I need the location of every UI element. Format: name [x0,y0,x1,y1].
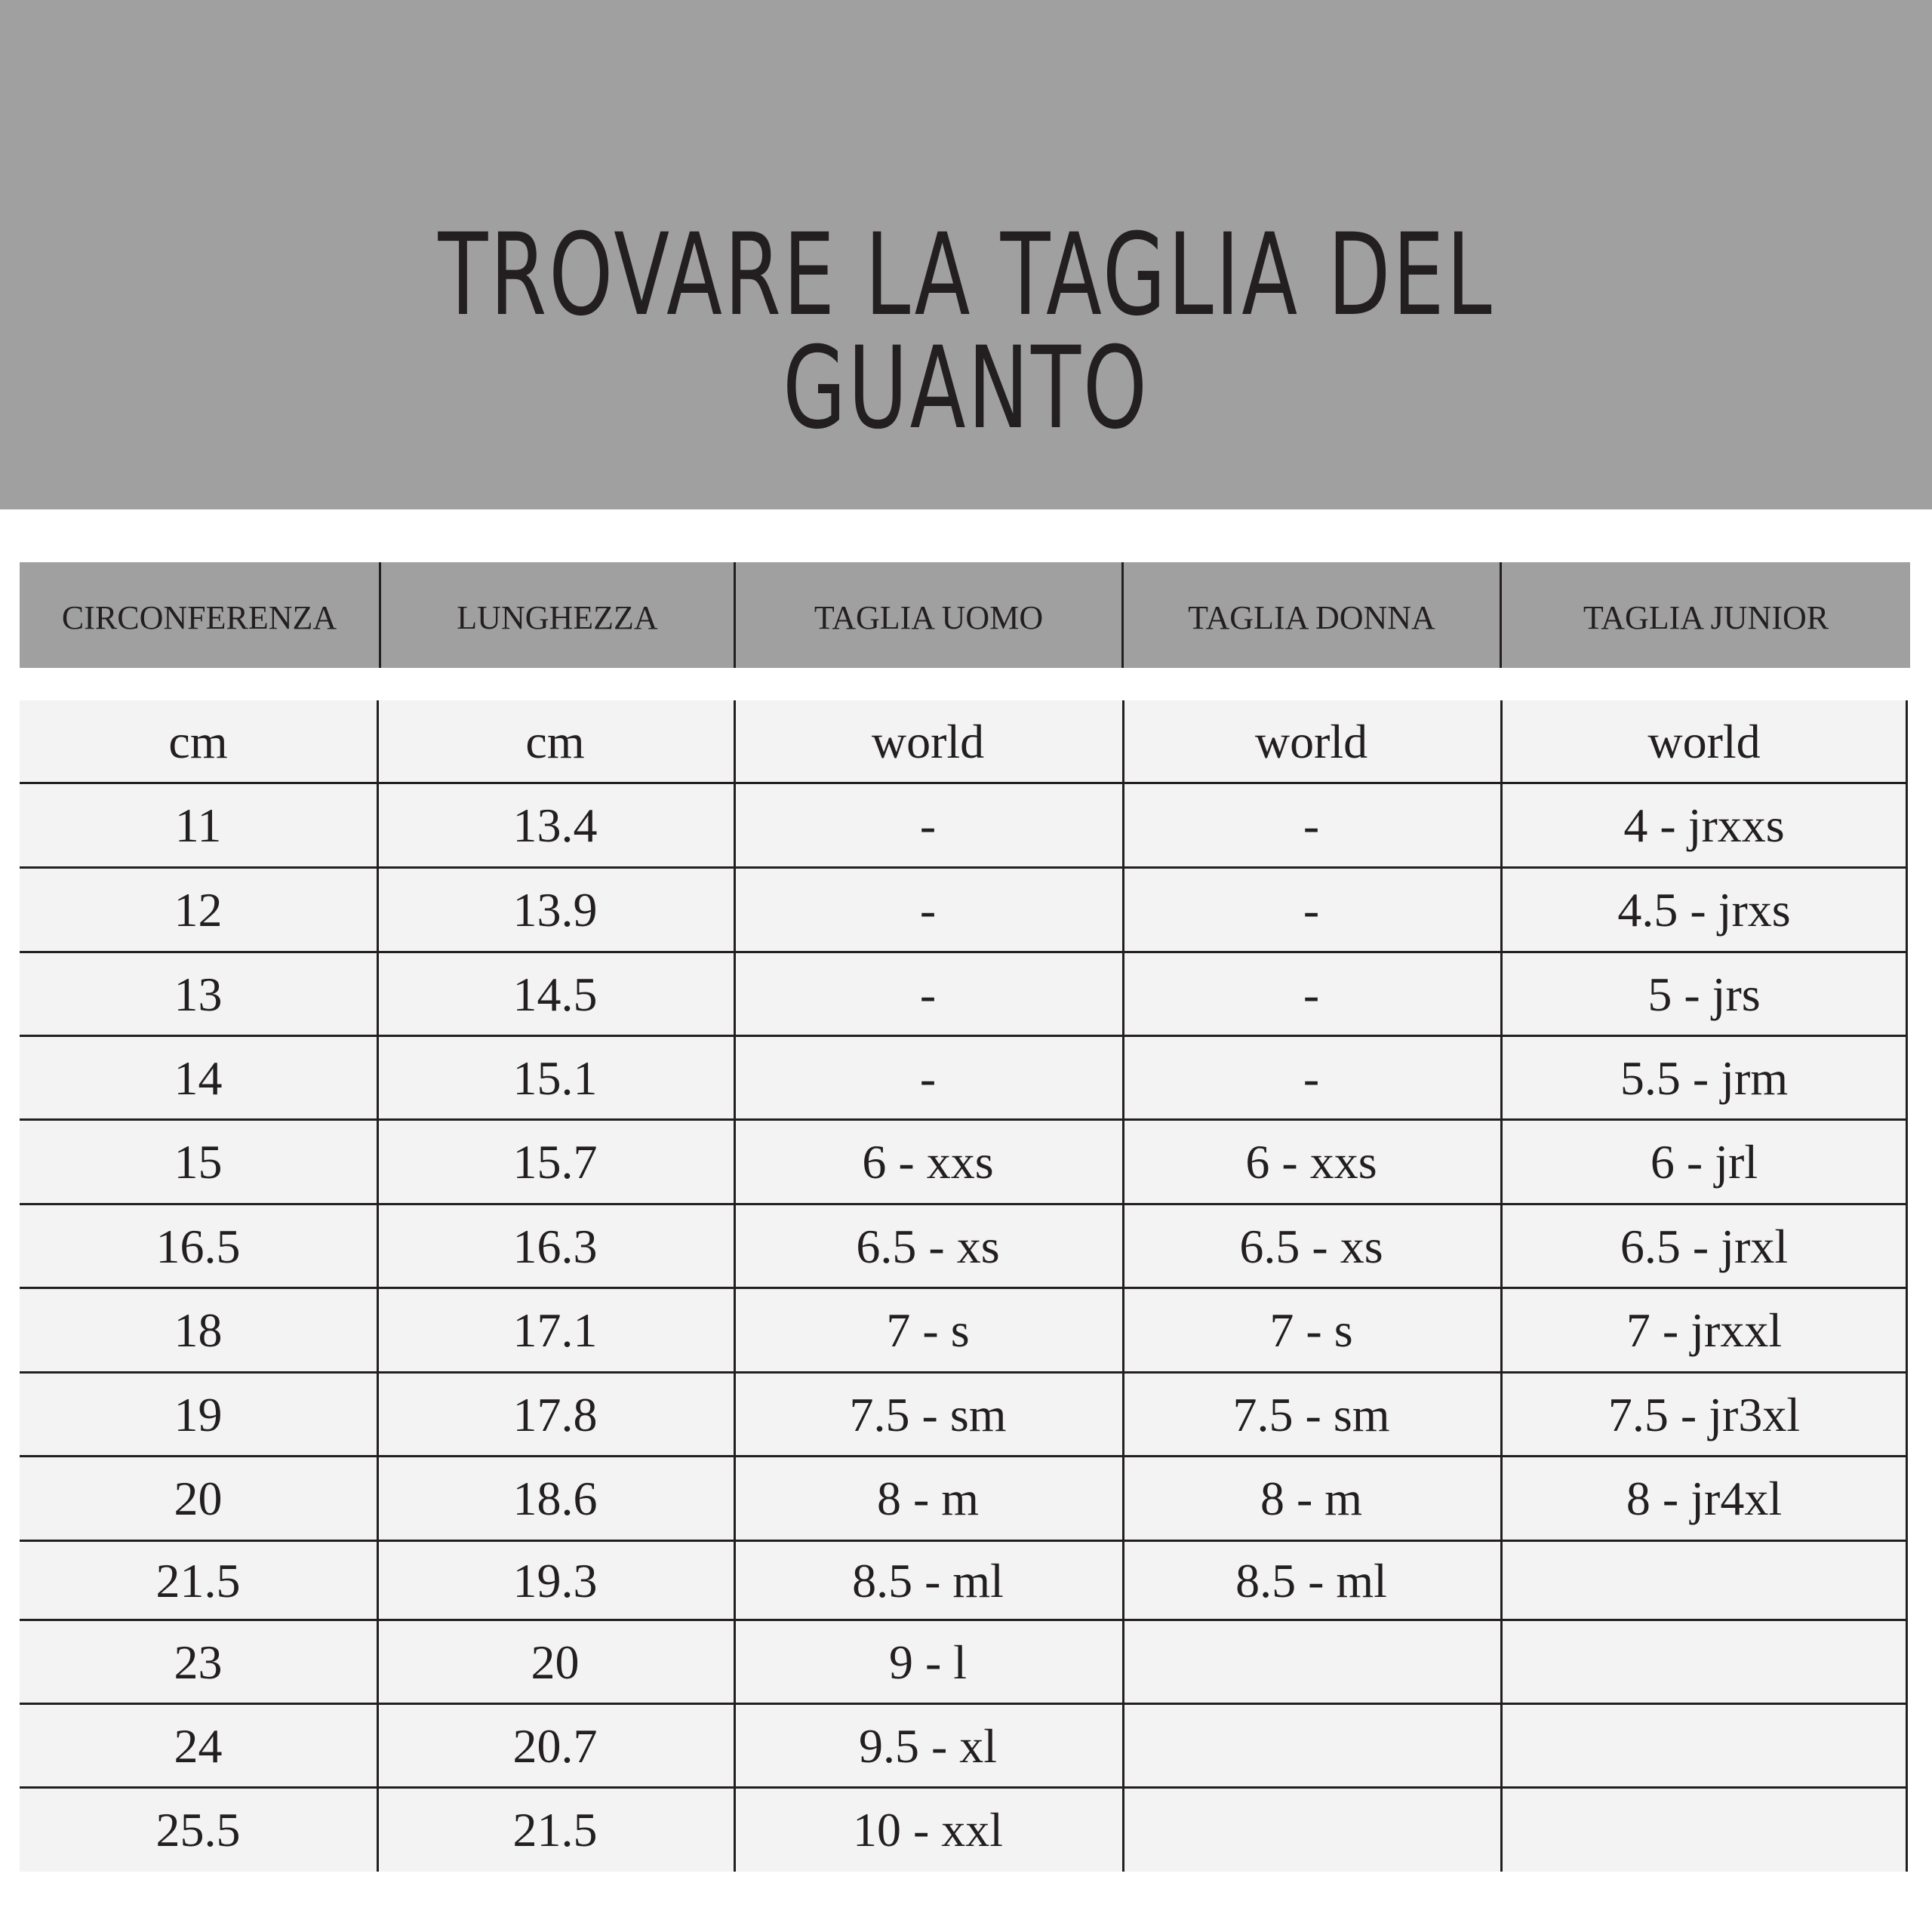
cell-taglia-donna [1122,1788,1500,1872]
unit-circonferenza: cm [168,715,228,768]
cell-circonferenza: 14 [174,1051,223,1105]
cell-lunghezza: 17.1 [512,1303,598,1357]
table-header [20,562,1910,668]
cell-circonferenza: 11 [174,798,222,852]
header-taglia-junior: TAGLIA JUNIOR [1500,562,1910,668]
cell-taglia-donna: 6 - xxs [1245,1135,1377,1189]
cell-lunghezza: 18.6 [512,1472,598,1525]
cell-taglia-junior [1500,1620,1908,1704]
cell-lunghezza: 20 [531,1635,580,1689]
cell-lunghezza: 13.9 [512,883,598,937]
unit-taglia-donna: world [1254,715,1368,768]
unit-taglia-uomo: world [871,715,985,768]
cell-circonferenza: 20 [174,1472,223,1525]
cell-taglia-uomo: 8 - m [876,1472,980,1525]
cell-taglia-donna: 7.5 - sm [1232,1388,1390,1441]
cell-taglia-donna: - [1303,1051,1320,1105]
cell-taglia-donna: 6.5 - xs [1239,1220,1383,1273]
cell-taglia-donna: - [1303,883,1320,937]
cell-taglia-junior: 4.5 - jrxs [1617,883,1791,937]
cell-lunghezza: 16.3 [512,1220,598,1273]
header-taglia-donna: TAGLIA DONNA [1121,562,1500,668]
cell-circonferenza: 12 [174,883,223,937]
cell-lunghezza: 14.5 [512,968,598,1021]
cell-taglia-uomo: 7 - s [886,1303,970,1357]
cell-taglia-junior [1500,1704,1908,1788]
header-circonferenza: CIRCONFERENZA [61,599,337,636]
header-lunghezza: LUNGHEZZA [379,562,734,668]
cell-circonferenza: 16.5 [155,1220,241,1273]
cell-taglia-uomo: - [919,883,937,937]
cell-taglia-junior: 8 - jr4xl [1626,1472,1783,1525]
cell-taglia-donna: 8.5 - ml [1235,1554,1387,1607]
cell-taglia-junior: 5.5 - jrm [1620,1051,1789,1105]
cell-taglia-junior: 7 - jrxxl [1626,1303,1783,1357]
cell-taglia-junior: 7.5 - jr3xl [1607,1388,1801,1441]
cell-lunghezza: 13.4 [512,798,598,852]
cell-circonferenza: 15 [174,1135,223,1189]
cell-circonferenza: 13 [174,968,223,1021]
cell-taglia-junior: 6 - jrl [1650,1135,1758,1189]
cell-taglia-uomo: - [919,968,937,1021]
cell-taglia-donna [1122,1620,1500,1704]
cell-circonferenza: 23 [174,1635,223,1689]
cell-lunghezza: 15.7 [512,1135,598,1189]
cell-lunghezza: 15.1 [512,1051,598,1105]
cell-taglia-uomo: 9.5 - xl [858,1719,998,1773]
cell-taglia-uomo: 6.5 - xs [856,1220,1000,1273]
cell-lunghezza: 19.3 [512,1554,598,1607]
unit-taglia-junior: world [1647,715,1761,768]
cell-circonferenza: 21.5 [155,1554,241,1607]
cell-taglia-donna: - [1303,968,1320,1021]
cell-circonferenza: 19 [174,1388,223,1441]
cell-taglia-junior: 6.5 - jrxl [1620,1220,1789,1273]
cell-lunghezza: 21.5 [512,1803,598,1857]
page-title: TROVARE LA TAGLIA DEL GUANTO [438,210,1494,454]
size-table [20,700,1908,1872]
cell-taglia-uomo: 8.5 - ml [852,1554,1004,1607]
cell-taglia-uomo: 10 - xxl [852,1803,1004,1857]
cell-circonferenza: 24 [174,1719,223,1773]
unit-lunghezza: cm [525,715,585,768]
cell-circonferenza: 25.5 [155,1803,241,1857]
cell-lunghezza: 17.8 [512,1388,598,1441]
cell-taglia-junior: 4 - jrxxs [1623,798,1785,852]
cell-taglia-uomo: 6 - xxs [862,1135,994,1189]
cell-taglia-donna: 8 - m [1260,1472,1363,1525]
header-taglia-uomo: TAGLIA UOMO [734,562,1121,668]
cell-taglia-uomo: - [919,798,937,852]
cell-taglia-uomo: 9 - l [888,1635,968,1689]
cell-taglia-junior [1500,1788,1908,1872]
cell-taglia-uomo: - [919,1051,937,1105]
cell-taglia-donna: - [1303,798,1320,852]
cell-lunghezza: 20.7 [512,1719,598,1773]
cell-taglia-junior [1500,1541,1908,1620]
cell-taglia-junior: 5 - jrs [1647,968,1761,1021]
cell-taglia-donna: 7 - s [1269,1303,1353,1357]
cell-circonferenza: 18 [174,1303,223,1357]
cell-taglia-uomo: 7.5 - sm [849,1388,1007,1441]
title-banner [0,0,1932,509]
cell-taglia-donna [1122,1704,1500,1788]
